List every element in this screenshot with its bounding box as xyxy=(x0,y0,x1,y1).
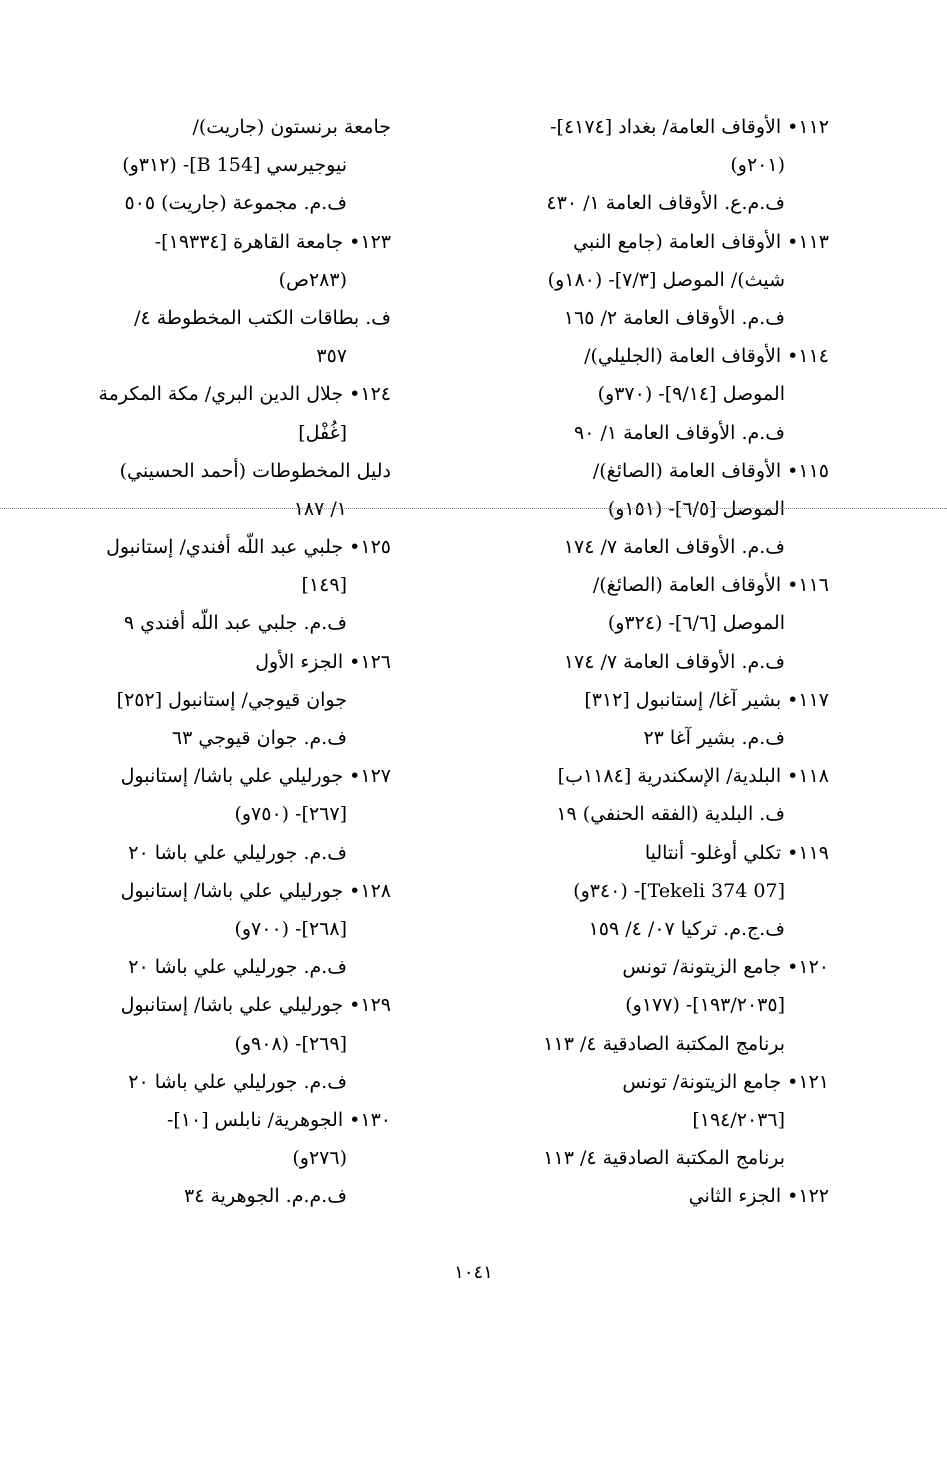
entry-line: ١٢٧• جورليلي علي باشا/ إستانبول xyxy=(120,765,391,788)
entry-line: (٢٧٦و) xyxy=(292,1147,347,1170)
entry-line: ف.ج.م. تركيا ٠٧/ ٤/ ١٥٩ xyxy=(588,917,785,940)
entry-line: جامعة برنستون (جاريت)/ xyxy=(192,116,391,138)
entry-line: [١٩٣/٢٠٣٥]- (١٧٧و) xyxy=(625,994,785,1017)
entry-line: الموصل [٦/٥]- (١٥١و) xyxy=(607,497,785,520)
entry-line: ١٢٤• جلال الدين البري/ مكة المكرمة xyxy=(98,383,391,406)
entry-line: ف.م.م. الجوهرية ٣٤ xyxy=(184,1185,347,1208)
entry-line: ف.م.ع. الأوقاف العامة ١/ ٤٣٠ xyxy=(546,192,785,215)
entry-line: ١٢٨• جورليلي علي باشا/ إستانبول xyxy=(120,879,391,902)
entry-line: ف.م. الأوقاف العامة ٧/ ١٧٤ xyxy=(563,536,785,559)
entry-line: ١٢٠• جامع الزيتونة/ تونس xyxy=(622,956,829,979)
entry-line: ف.م. الأوقاف العامة ٧/ ١٧٤ xyxy=(563,650,785,673)
entry-line: ف.م. الأوقاف العامة ١/ ٩٠ xyxy=(574,421,785,444)
entry-line: ١١٨• البلدية/ الإسكندرية [١١٨٤ب] xyxy=(557,765,829,788)
right-column xyxy=(487,108,829,1215)
entry-line: ف.م. مجموعة (جاريت) ٥٠٥ xyxy=(124,192,347,215)
entry-line: ف.م. الأوقاف العامة ٢/ ١٦٥ xyxy=(563,306,785,329)
entry-line: ١٢٢• الجزء الثاني xyxy=(688,1185,829,1208)
entry-line: الموصل [٦/٦]- (٣٢٤و) xyxy=(607,612,785,635)
entry-line: ١٢٦• الجزء الأول xyxy=(255,650,391,673)
entry-line: ف. البلدية (الفقه الحنفي) ١٩ xyxy=(556,803,785,826)
scan-dotted-line xyxy=(0,508,947,509)
entry-line: ١١٢• الأوقاف العامة/ بغداد [٤١٧٤]- xyxy=(550,116,829,138)
left-column xyxy=(91,108,391,1215)
entry-line: ١١٩• تكلي أوغلو- أنتاليا xyxy=(644,841,829,864)
entry-line: ١٢٥• جلبي عبد اللّه أفندي/ إستانبول xyxy=(106,536,391,559)
entry-line: برنامج المكتبة الصادقية ٤/ ١١٣ xyxy=(543,1147,785,1170)
entry-line: [٢٦٩]- (٩٠٨و) xyxy=(234,1032,347,1055)
entry-line: ١٢١• جامع الزيتونة/ تونس xyxy=(622,1070,829,1093)
entry-line: (٢٨٣ص) xyxy=(278,268,347,291)
entry-line: ف.م. جوان قيوجي ٦٣ xyxy=(171,727,347,749)
entry-line: ١١٧• بشير آغا/ إستانبول [٣١٢] xyxy=(584,688,829,711)
entry-line: ١٣٠• الجوهرية/ نابلس [١٠]- xyxy=(166,1108,391,1131)
entry-line: نيوجيرسي [154 B]- (٣١٢و) xyxy=(122,154,347,177)
entry-line: [١٤٩] xyxy=(301,574,347,597)
entry-line: ٣٥٧ xyxy=(316,345,347,368)
entry-line: ١١٦• الأوقاف العامة (الصائغ)/ xyxy=(592,574,829,597)
entry-line: ١/ ١٨٧ xyxy=(293,497,347,520)
entry-line: الموصل [٩/١٤]- (٣٧٠و) xyxy=(597,383,785,406)
entry-line: ف.م. بشير آغا ٢٣ xyxy=(643,727,785,749)
entry-line: ١٢٩• جورليلي علي باشا/ إستانبول xyxy=(120,994,391,1017)
entry-line: جوان قيوجي/ إستانبول [٢٥٢] xyxy=(116,688,347,711)
entry-line: (٢٠١و) xyxy=(730,154,785,177)
entry-line: ف.م. جورليلي علي باشا ٢٠ xyxy=(128,1070,347,1093)
entry-line: ف.م. جلبي عبد اللّه أفندي ٩ xyxy=(123,612,347,635)
entry-line: ١١٣• الأوقاف العامة (جامع النبي xyxy=(573,230,829,253)
entry-line: ١٢٣• جامعة القاهرة [١٩٣٣٤]- xyxy=(154,230,391,253)
entry-line: دليل المخطوطات (أحمد الحسيني) xyxy=(119,459,391,482)
entry-line: [٢٦٧]- (٧٥٠و) xyxy=(234,803,347,826)
entry-line: ف.م. جورليلي علي باشا ٢٠ xyxy=(128,956,347,979)
page-number: ١٠٤١ xyxy=(454,1262,493,1283)
entry-line: ١١٤• الأوقاف العامة (الجليلي)/ xyxy=(584,345,829,368)
entry-line: ف. بطاقات الكتب المخطوطة ٤/ xyxy=(134,306,391,329)
entry-line: [١٩٤/٢٠٣٦] xyxy=(692,1108,785,1131)
entry-line: ١١٥• الأوقاف العامة (الصائغ)/ xyxy=(592,459,829,482)
entry-line: ف.م. جورليلي علي باشا ٢٠ xyxy=(128,841,347,864)
entry-line: [07 Tekeli 374]- (٣٤٠و) xyxy=(573,879,785,902)
entry-line: [غُفْل] xyxy=(298,421,347,444)
entry-line: شيث)/ الموصل [٧/٣]- (١٨٠و) xyxy=(547,268,785,291)
entry-line: برنامج المكتبة الصادقية ٤/ ١١٣ xyxy=(543,1032,785,1055)
entry-line: [٢٦٨]- (٧٠٠و) xyxy=(234,917,347,940)
